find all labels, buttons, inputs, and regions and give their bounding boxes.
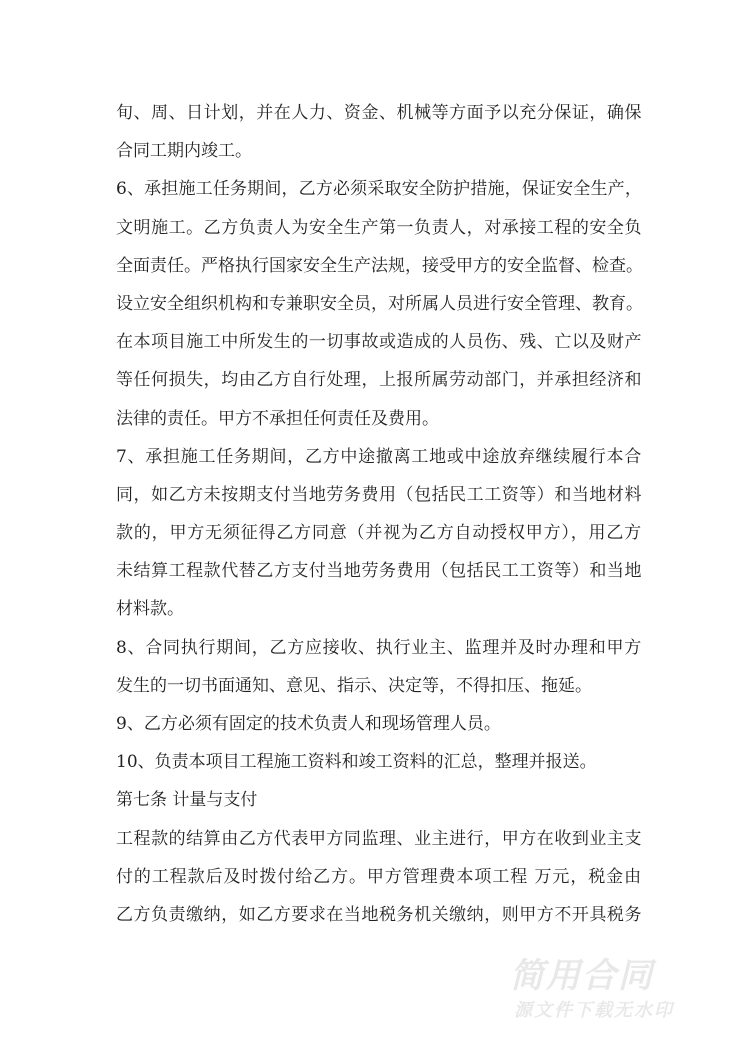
text-line-content: 等任何损失，均由乙方自行处理，上报所属劳动部门，并承担经济和 [116, 370, 642, 391]
text-line [116, 175, 642, 213]
text-line-content: 款的，甲方无须征得乙方同意（并视为乙方自动授权甲方），用乙方 [116, 523, 642, 544]
text-line-content: 8、合同执行期间，乙方应接收、执行业主、监理并及时办理和甲方 [116, 637, 642, 658]
text-line [116, 672, 642, 710]
text-line-content: 材料款。 [116, 599, 184, 620]
text-line [116, 519, 642, 557]
text-line [116, 290, 642, 328]
text-line-content: 9、乙方必须有固定的技术负责人和现场管理人员。 [116, 714, 501, 734]
text-line-content: 法律的责任。甲方不承担任何责任及费用。 [116, 408, 439, 429]
text-line [116, 595, 642, 633]
text-line-content: 同，如乙方未按期支付当地劳务费用（包括民工工资等）和当地材料 [116, 484, 642, 505]
text-line [116, 214, 642, 252]
text-line [116, 481, 642, 519]
watermark-subtitle: 源文件下载无水印 [514, 1000, 674, 1021]
text-line-content: 旬、周、日计划，并在人力、资金、机械等方面予以充分保证，确保 [116, 103, 642, 123]
text-line-content: 文明施工。乙方负责人为安全生产第一负责人，对承接工程的安全负 [116, 217, 642, 238]
document-body [116, 99, 642, 939]
text-line-content: 乙方负责缴纳，如乙方要求在当地税务机关缴纳，则甲方不开具税务 [116, 904, 642, 925]
text-line [116, 328, 642, 366]
text-line-content: 设立安全组织机构和专兼职安全员，对所属人员进行安全管理、教育。 [116, 293, 643, 314]
text-line-content: 在本项目施工中所发生的一切事故或造成的人员伤、残、亡以及财产 [116, 332, 642, 353]
watermark-title: 简用合同 [510, 956, 654, 996]
text-line-content: 未结算工程款代替乙方支付当地劳务费用（包括民工工资等）和当地 [116, 561, 642, 582]
text-line [116, 443, 642, 481]
text-line-content: 6、承担施工任务期间，乙方必须采取安全防护措施，保证安全生产， [116, 179, 642, 200]
text-line-content: 全面责任。严格执行国家安全生产法规，接受甲方的安全监督、检查。 [116, 255, 643, 276]
text-line-content: 工程款的结算由乙方代表甲方同监理、业主进行，甲方在收到业主支 [116, 828, 642, 849]
text-line-content: 第七条 计量与支付 [116, 790, 258, 811]
text-line [116, 786, 642, 824]
text-line-content: 付的工程款后及时拨付给乙方。甲方管理费本项工程 万元，税金由 [116, 866, 642, 887]
text-line [116, 137, 642, 175]
text-line [116, 366, 642, 404]
text-line [116, 405, 642, 443]
text-line [116, 252, 642, 290]
text-line [116, 710, 642, 748]
text-line [116, 863, 642, 901]
text-line [116, 99, 642, 137]
text-line [116, 557, 642, 595]
text-line-content: 发生的一切书面通知、意见、指示、决定等，不得扣压、拖延。 [116, 675, 592, 696]
text-line [116, 634, 642, 672]
text-line-content: 10、负责本项目工程施工资料和竣工资料的汇总，整理并报送。 [116, 752, 597, 773]
text-line-content: 合同工期内竣工。 [116, 141, 252, 162]
text-line [116, 748, 642, 786]
text-line-content: 7、承担施工任务期间，乙方中途撤离工地或中途放弃继续履行本合 [116, 446, 642, 467]
text-line [116, 825, 642, 863]
text-line [116, 901, 642, 939]
